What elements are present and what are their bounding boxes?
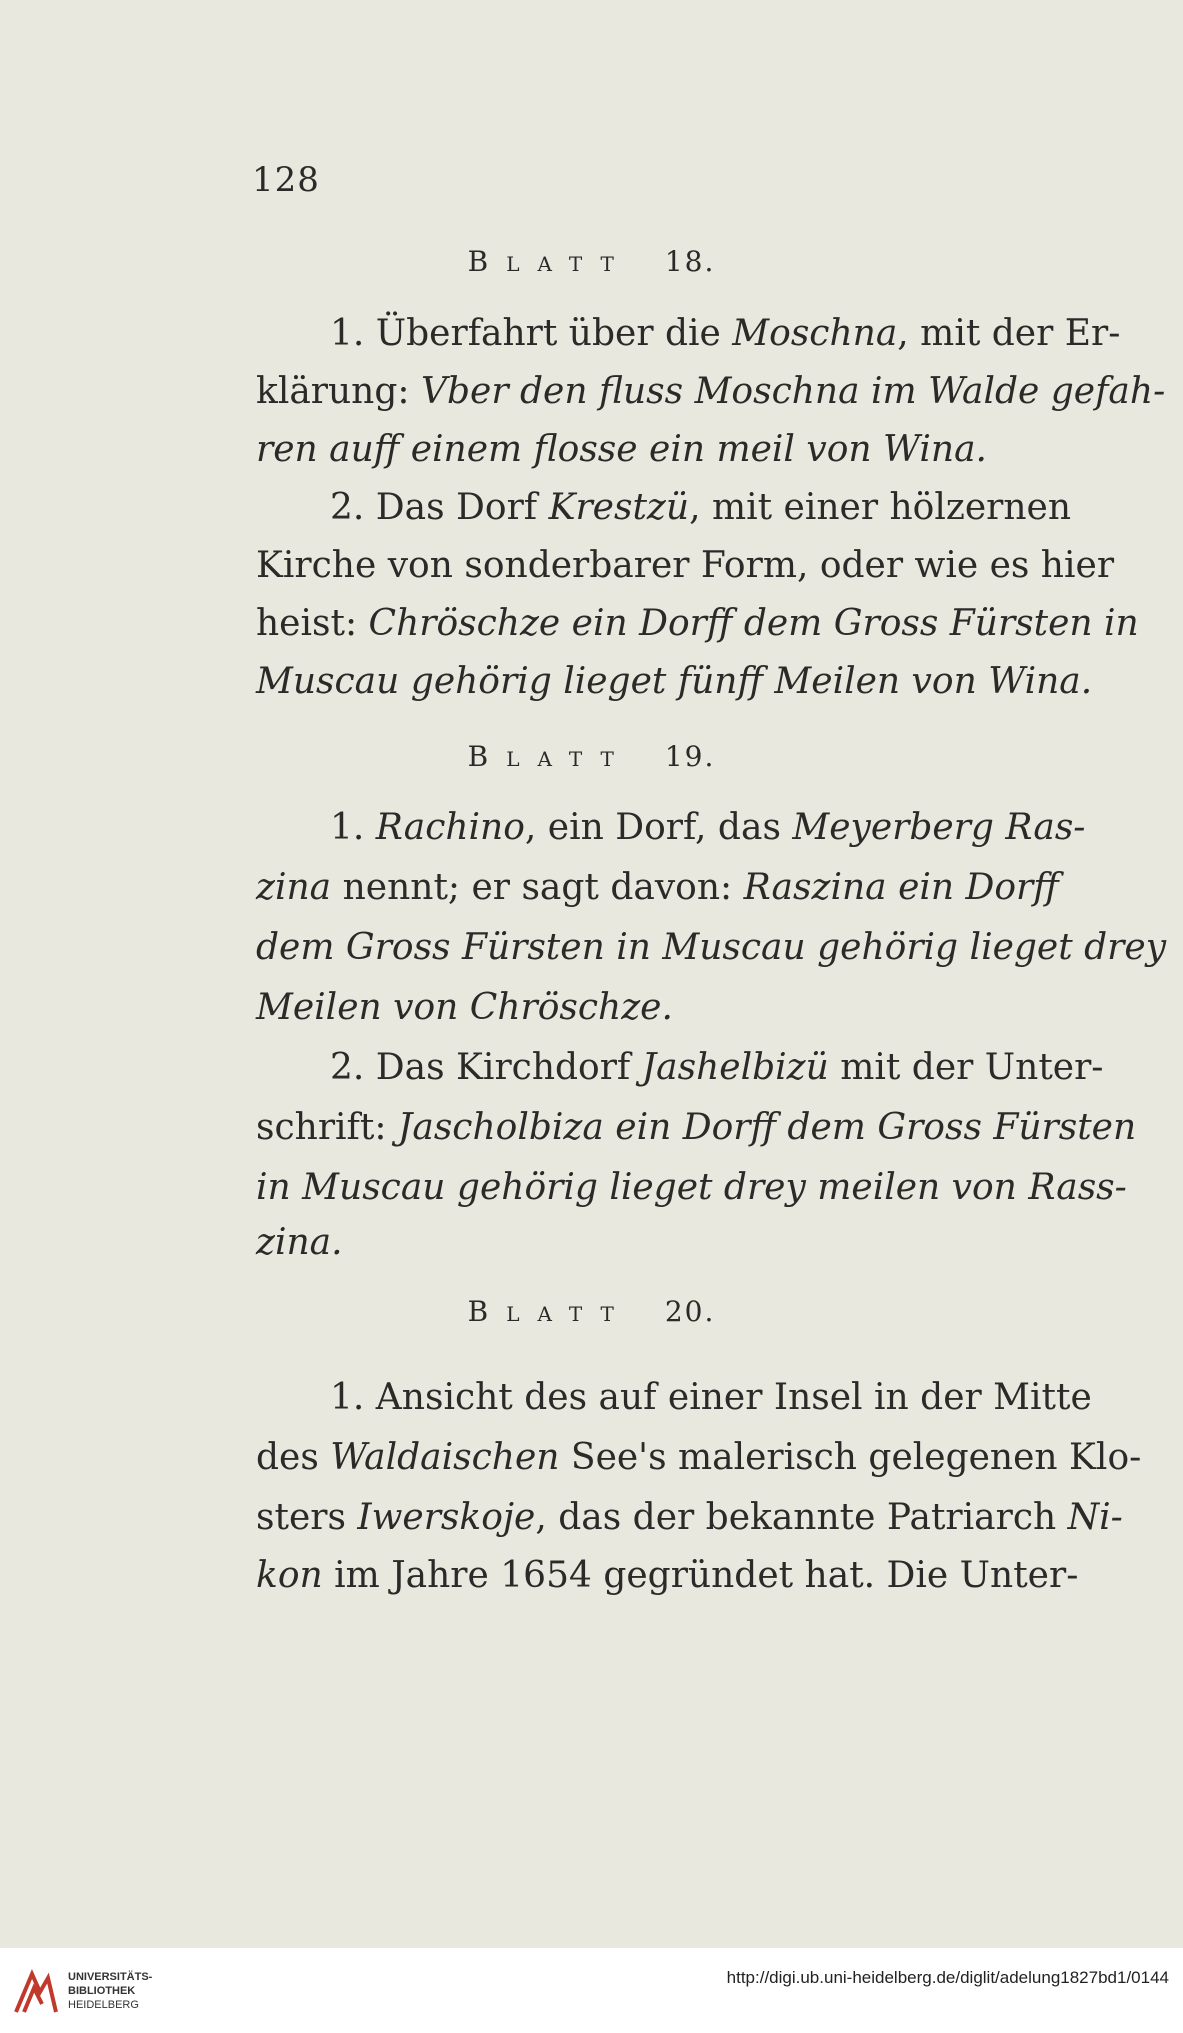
text-line: 1. Überfahrt über die Moschna, mit der Er- (330, 313, 1121, 354)
text-line: Muscau gehörig lieget fünff Meilen von Wina. (256, 661, 1093, 702)
heading-word: Blatt (467, 245, 632, 278)
text-line: Meilen von Chröschze. (256, 987, 673, 1028)
footer-bar (0, 1948, 1183, 2033)
text-line: zina. (256, 1222, 343, 1263)
text-line: sters Iwerskoje, das der bekannte Patriarch Ni- (256, 1497, 1123, 1538)
text-line: dem Gross Fürsten in Muscau gehörig lieget drey (256, 927, 1167, 968)
heading-number: 18. (664, 245, 716, 278)
text-line: 1. Ansicht des auf einer Insel in der Mitte (330, 1377, 1092, 1418)
text-line: zina nennt; er sagt davon: Raszina ein Dorff (256, 867, 1059, 908)
text-line: heist: Chröschze ein Dorff dem Gross Fürsten in (256, 603, 1139, 644)
text-line: ren auff einem flosse ein meil von Wina. (256, 429, 987, 470)
text-line: schrift: Jascholbiza ein Dorff dem Gross Fürsten (256, 1107, 1137, 1148)
heading-word: Blatt (467, 1295, 632, 1328)
heading-number: 19. (664, 740, 716, 773)
text-line: in Muscau gehörig lieget drey meilen von Rass- (256, 1167, 1127, 1208)
section-heading-blatt-18 (0, 245, 1183, 278)
university-library-logo-icon (12, 1968, 60, 2016)
text-line: 2. Das Dorf Krestzü, mit einer hölzernen (330, 487, 1072, 528)
page-number: 128 (252, 160, 320, 200)
text-line: 1. Rachino, ein Dorf, das Meyerberg Ras- (330, 807, 1086, 848)
text-line: klärung: Vber den fluss Moschna im Walde gefah- (256, 371, 1166, 412)
heading-word: Blatt (467, 740, 632, 773)
section-heading-blatt-19 (0, 740, 1183, 773)
text-line: 2. Das Kirchdorf Jashelbizü mit der Unter- (330, 1047, 1104, 1088)
source-url-link[interactable]: http://digi.ub.uni-heidelberg.de/diglit/adelung1827bd1/0144 (726, 1968, 1169, 1987)
section-heading-blatt-20 (0, 1295, 1183, 1328)
text-line: Kirche von sonderbarer Form, oder wie es hier (256, 545, 1115, 586)
text-line: des Waldaischen See's malerisch gelegenen Klo- (256, 1437, 1142, 1478)
heading-number: 20. (664, 1295, 716, 1328)
text-line: kon im Jahre 1654 gegründet hat. Die Unter- (256, 1555, 1079, 1596)
library-name: UNIVERSITÄTS- BIBLIOTHEK HEIDELBERG (68, 1971, 153, 2011)
